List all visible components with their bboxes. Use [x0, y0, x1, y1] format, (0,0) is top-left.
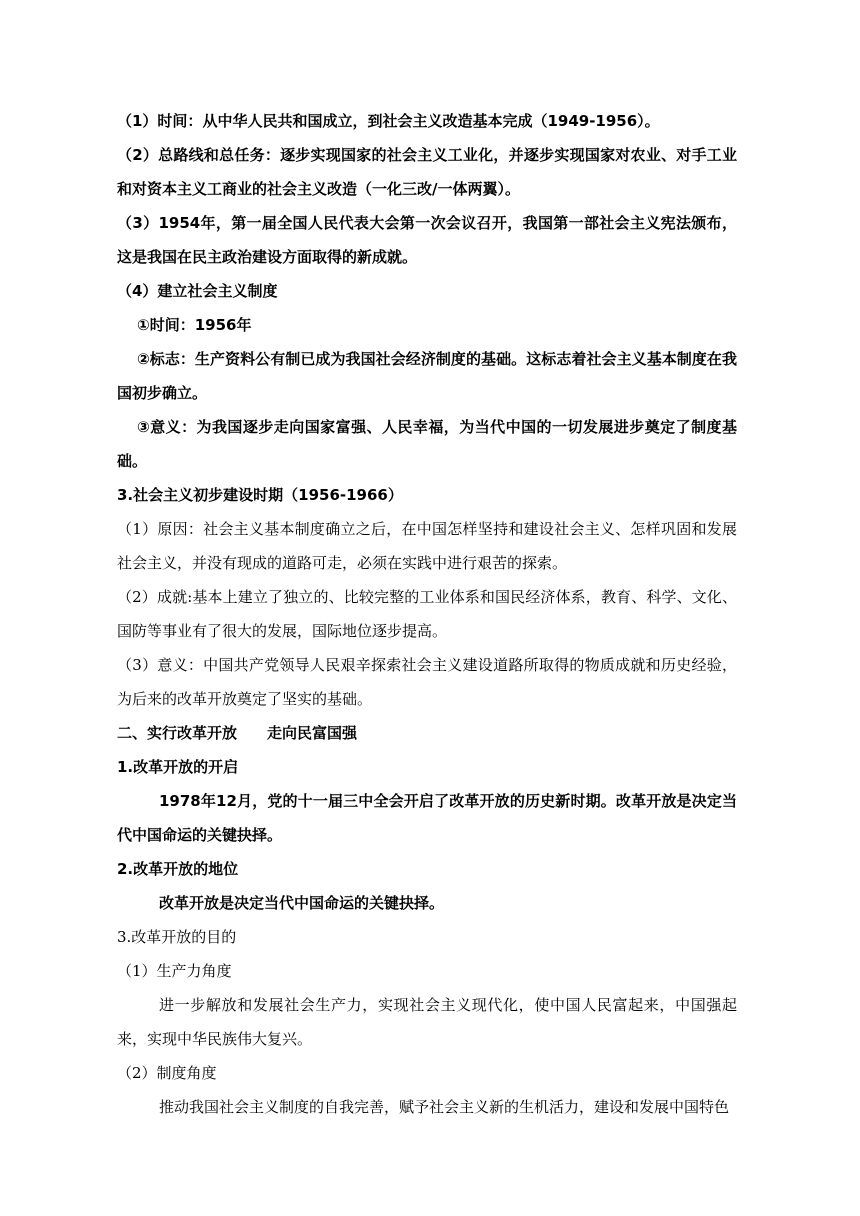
heading-reform-start: 1.改革开放的开启 [117, 758, 239, 776]
paragraph-system-content: 推动我国社会主义制度的自我完善，赋予社会主义新的生机活力，建设和发展中国特色 [159, 1098, 730, 1116]
paragraph-construction-achievement: （2）成就:基本上建立了独立的、比较完整的工业体系和国民经济体系，教育、科学、文化、国防等事业有了很大的发展，国际地位逐步提高。 [117, 588, 737, 640]
paragraph-establish-socialism: （4）建立社会主义制度 [117, 282, 278, 300]
paragraph-1954-constitution: （3）1954年，第一届全国人民代表大会第一次会议召开，我国第一部社会主义宪法颁布，这是我国在民主政治建设方面取得的新成就。 [117, 214, 737, 266]
heading-reform-purpose: 3.改革开放的目的 [117, 928, 237, 946]
document-page [117, 104, 737, 1124]
paragraph-construction-significance: （3）意义：中国共产党领导人民艰辛探索社会主义建设道路所取得的物质成就和历史经验，为后来的改革开放奠定了坚实的基础。 [117, 656, 737, 708]
paragraph-construction-reason: （1）原因：社会主义基本制度确立之后，在中国怎样坚持和建设社会主义、怎样巩固和发展社会主义，并没有现成的道路可走，必须在实践中进行艰苦的探索。 [117, 520, 737, 572]
paragraph-establish-mark: ②标志：生产资料公有制已成为我国社会经济制度的基础。这标志着社会主义基本制度在我国初步确立。 [117, 350, 737, 402]
paragraph-productivity-content: 进一步解放和发展社会生产力，实现社会主义现代化，使中国人民富起来，中国强起来，实现中华民族伟大复兴。 [117, 996, 737, 1048]
heading-initial-construction: 3.社会主义初步建设时期（1956-1966） [117, 486, 403, 504]
paragraph-reform-start: 1978年12月，党的十一届三中全会开启了改革开放的历史新时期。改革开放是决定当代中国命运的关键抉择。 [117, 792, 737, 844]
paragraph-reform-status: 改革开放是决定当代中国命运的关键抉择。 [159, 894, 445, 912]
paragraph-establish-time: ①时间：1956年 [137, 316, 252, 334]
paragraph-productivity-angle: （1）生产力角度 [117, 962, 232, 980]
paragraph-system-angle: （2）制度角度 [117, 1064, 217, 1082]
heading-reform-status: 2.改革开放的地位 [117, 860, 239, 878]
paragraph-general-line: （2）总路线和总任务：逐步实现国家的社会主义工业化，并逐步实现国家对农业、对手工业和对资本主义工商业的社会主义改造（一化三改/一体两翼）。 [117, 146, 737, 198]
heading-reform-opening: 二、实行改革开放 走向民富国强 [117, 724, 358, 742]
paragraph-time: （1）时间：从中华人民共和国成立，到社会主义改造基本完成（1949-1956）。 [117, 112, 660, 130]
paragraph-establish-significance: ③意义：为我国逐步走向国家富强、人民幸福，为当代中国的一切发展进步奠定了制度基础。 [117, 418, 737, 470]
